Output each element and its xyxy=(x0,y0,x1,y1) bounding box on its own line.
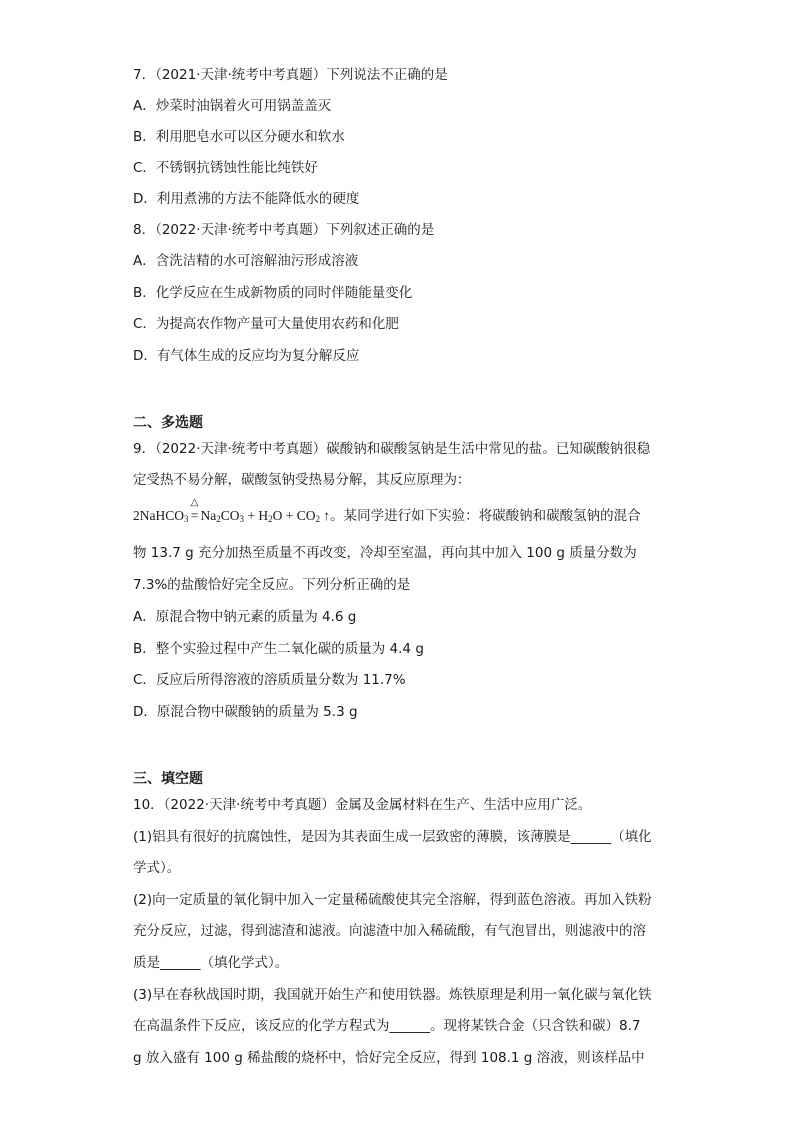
section-heading-fill-in: 三、填空题 xyxy=(133,771,203,787)
q9-stem-line4: 物 13.7 g 充分加热至质量不再改变，冷却至室温，再向其中加入 100 g 质量分数为 xyxy=(133,545,637,561)
gas-arrow-icon: ↑ xyxy=(320,508,331,523)
q7-option-a: A．炒菜时油锅着火可用锅盖盖灭 xyxy=(133,98,332,114)
q9-option-c: C．反应后所得溶液的溶质质量分数为 11.7% xyxy=(133,672,406,688)
q9-stem-line5: 7.3%的盐酸恰好完全反应。下列分析正确的是 xyxy=(133,577,411,593)
q8-option-a: A．含洗洁精的水可溶解油污形成溶液 xyxy=(133,253,359,269)
q7-stem: 7．（2021·天津·统考中考真题）下列说法不正确的是 xyxy=(133,67,448,83)
q10-part3-line3: g 放入盛有 100 g 稀盐酸的烧杯中，恰好完全反应，得到 108.1 g 溶液，则该样品中 xyxy=(133,1050,645,1066)
q7-option-c: C．不锈钢抗锈蚀性能比纯铁好 xyxy=(133,160,318,176)
heat-triangle-icon: △ xyxy=(190,497,199,508)
q7-option-b: B．利用肥皂水可以区分硬水和软水 xyxy=(133,129,345,145)
q9-equation-line xyxy=(133,497,641,528)
q10-part2-line1: (2)向一定质量的氧化铜中加入一定量稀硫酸使其完全溶解，得到蓝色溶液。再加入铁粉 xyxy=(133,892,652,908)
q9-chemical-equation: 2NaHCO$_3$ △ = $Na_2CO_3 + H_2O + CO_2$ ↑ xyxy=(133,497,331,524)
q8-stem: 8．（2022·天津·统考中考真题）下列叙述正确的是 xyxy=(133,222,435,238)
q10-part3-line1: (3)早在春秋战国时期，我国就开始生产和使用铁器。炼铁原理是利用一氧化碳与氧化铁 xyxy=(133,987,652,1003)
q8-option-b: B．化学反应在生成新物质的同时伴随能量变化 xyxy=(133,285,413,301)
q8-option-d: D．有气体生成的反应均为复分解反应 xyxy=(133,348,360,364)
heat-condition-equals: △ = xyxy=(189,507,201,525)
q10-part1-line1: (1)铝具有很好的抗腐蚀性，是因为其表面生成一层致密的薄膜，该薄膜是______（填化 xyxy=(133,829,652,845)
q10-part2-line2: 充分反应，过滤，得到滤渣和滤液。向滤渣中加入稀硫酸，有气泡冒出，则滤液中的溶 xyxy=(133,923,646,939)
q8-option-c: C．为提高农作物产量可大量使用农药和化肥 xyxy=(133,316,399,332)
q9-stem-line3: 。某同学进行如下实验：将碳酸钠和碳酸氢钠的混合 xyxy=(330,508,641,524)
q9-stem-line1: 9．（2022·天津·统考中考真题）碳酸钠和碳酸氢钠是生活中常见的盐。已知碳酸钠很稳 xyxy=(133,441,651,457)
q10-stem: 10．（2022·天津·统考中考真题）金属及金属材料在生产、生活中应用广泛。 xyxy=(133,797,592,813)
section-heading-multiple-choice: 二、多选题 xyxy=(133,415,203,431)
q9-stem-line2: 定受热不易分解，碳酸氢钠受热易分解，其反应原理为： xyxy=(133,472,471,488)
q9-option-b: B．整个实验过程中产生二氧化碳的质量为 4.4 g xyxy=(133,641,424,657)
q9-option-a: A．原混合物中钠元素的质量为 4.6 g xyxy=(133,609,357,625)
q10-part2-line3: 质是______（填化学式）。 xyxy=(133,955,289,971)
q10-part3-line2: 在高温条件下反应，该反应的化学方程式为______。现将某铁合金（只含铁和碳）8.7 xyxy=(133,1018,641,1034)
q10-part1-line2: 学式）。 xyxy=(133,860,181,876)
q9-option-d: D．原混合物中碳酸钠的质量为 5.3 g xyxy=(133,704,358,720)
q7-option-d: D．利用煮沸的方法不能降低水的硬度 xyxy=(133,191,360,207)
